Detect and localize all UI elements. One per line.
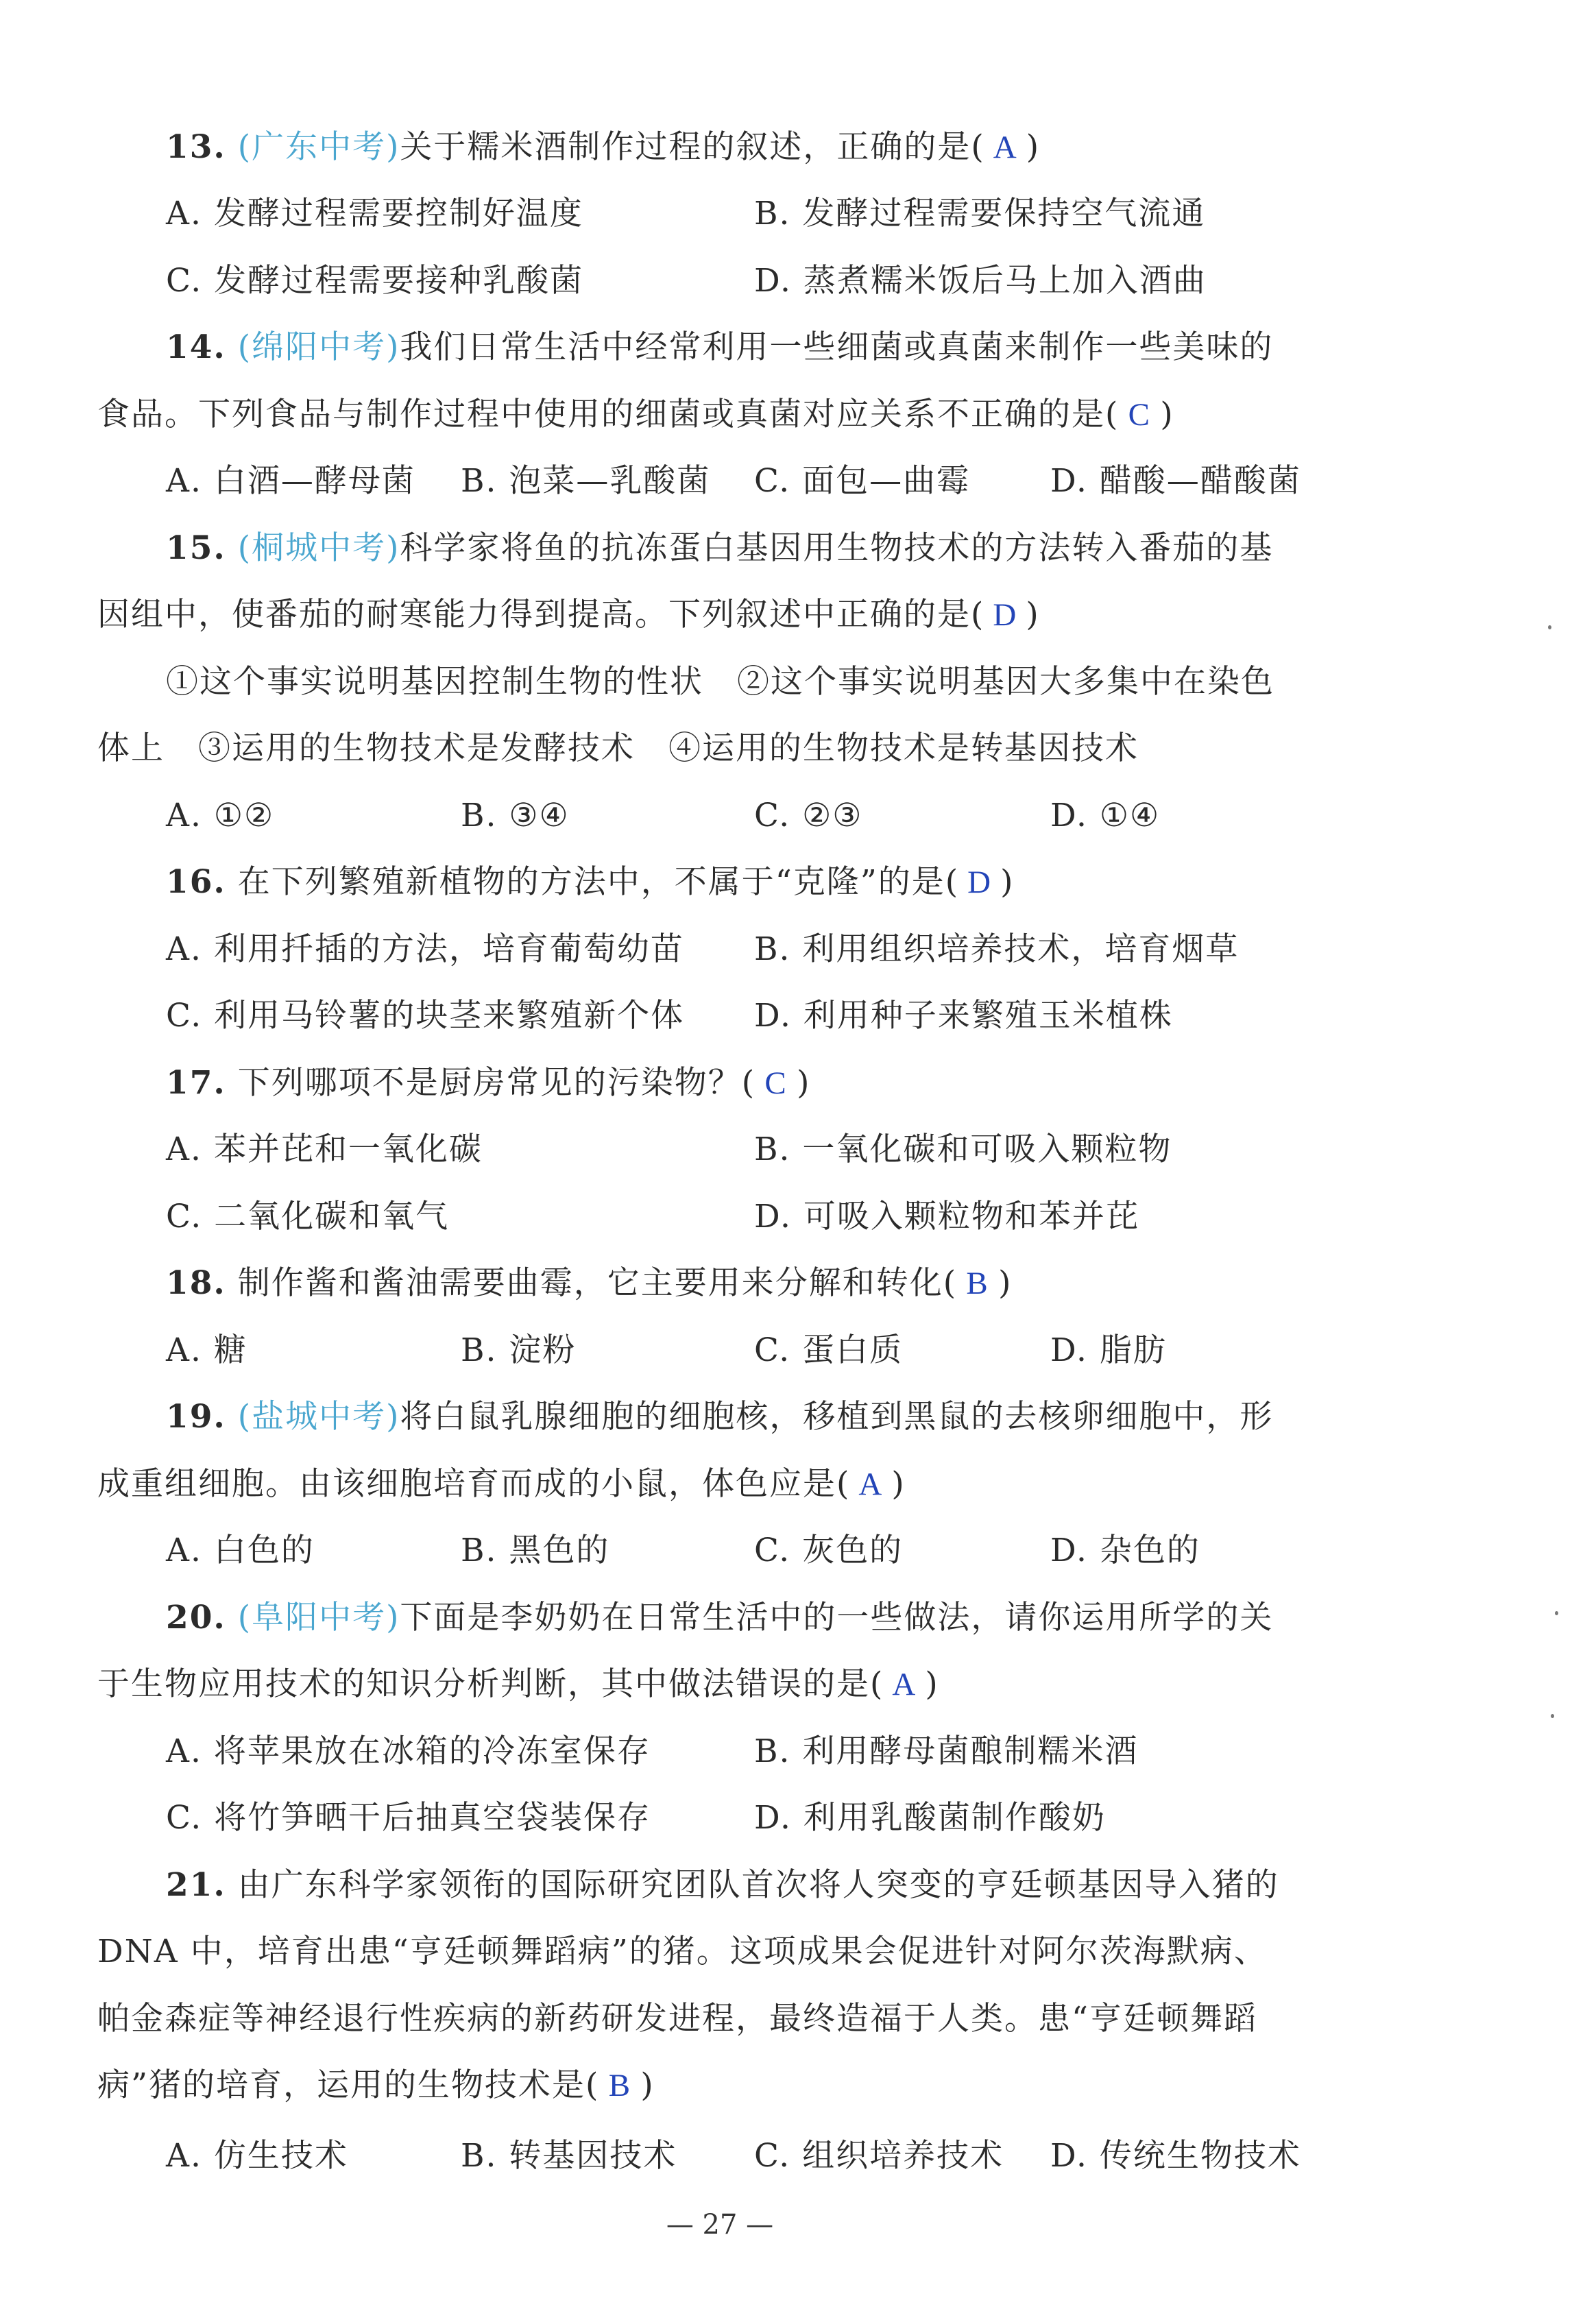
- question-number: 21.: [166, 1866, 226, 1904]
- bracket-close: ): [1000, 863, 1015, 901]
- option-c: C. 灰色的: [754, 1532, 904, 1569]
- option-d: D. 利用乳酸菌制作酸奶: [754, 1799, 1106, 1837]
- scan-speck: [1548, 625, 1551, 629]
- answer-mark: B: [966, 1266, 989, 1301]
- exam-source: (广东中考): [237, 128, 400, 166]
- question-text: 下列哪项不是厨房常见的污染物？(: [237, 1064, 756, 1102]
- question-21-stem-cont: DNA 中，培育出患“亨廷顿舞蹈病”的猪。这项成果会促进针对阿尔茨海默病、: [97, 1933, 1268, 1970]
- option-d: D. 脂肪: [1050, 1331, 1167, 1369]
- option-b: B. ③④: [461, 797, 570, 834]
- question-text: 由广东科学家领衔的国际研究团队首次将人突变的亨廷顿基因导入猪的: [237, 1866, 1279, 1904]
- question-text: 食品。下列食品与制作过程中使用的细菌或真菌对应关系不正确的是(: [97, 396, 1120, 433]
- option-b: B. 利用酵母菌酿制糯米酒: [754, 1732, 1139, 1770]
- option-c: C. 发酵过程需要接种乳酸菌: [166, 262, 584, 300]
- question-text: 下面是李奶奶在日常生活中的一些做法，请你运用所学的关: [400, 1599, 1274, 1636]
- bracket-close: ): [1026, 596, 1040, 633]
- question-number: 15.: [166, 529, 226, 567]
- option-c: C. 二氧化碳和氧气: [166, 1198, 450, 1235]
- option-b: B. 利用组织培养技术，培育烟草: [754, 930, 1240, 968]
- option-a: A. 利用扦插的方法，培育葡萄幼苗: [166, 930, 684, 968]
- option-d: D. 传统生物技术: [1050, 2137, 1301, 2175]
- statements-line-1: ①这个事实说明基因控制生物的性状 ②这个事实说明基因大多集中在染色: [166, 663, 1274, 701]
- option-a: A. 白色的: [166, 1532, 315, 1569]
- question-20-stem-cont: [97, 1660, 939, 1708]
- question-text: 在下列繁殖新植物的方法中，不属于“克隆”的是(: [237, 863, 960, 901]
- question-text: 因组中，使番茄的耐寒能力得到提高。下列叙述中正确的是(: [97, 596, 985, 633]
- bracket-close: ): [797, 1064, 811, 1102]
- question-13-stem: [166, 123, 1040, 171]
- answer-mark: D: [993, 597, 1018, 633]
- question-15-stem-cont: [97, 591, 1040, 639]
- question-17-stem: [166, 1059, 810, 1107]
- option-a: A. 仿生技术: [166, 2137, 348, 2175]
- option-d: D. 蒸煮糯米饭后马上加入酒曲: [754, 262, 1207, 300]
- option-d: D. 醋酸—醋酸菌: [1050, 462, 1301, 500]
- option-d: D. 杂色的: [1050, 1532, 1200, 1569]
- bracket-close: ): [998, 1264, 1013, 1302]
- question-21-stem-cont: 帕金森症等神经退行性疾病的新药研发进程，最终造福于人类。患“亨廷顿舞蹈: [97, 2000, 1258, 2038]
- question-text: 于生物应用技术的知识分析判断，其中做法错误的是(: [97, 1665, 884, 1703]
- statements-line-2: 体上 ③运用的生物技术是发酵技术 ④运用的生物技术是转基因技术: [97, 729, 1139, 767]
- bracket-close: ): [640, 2066, 655, 2104]
- option-b: B. 转基因技术: [461, 2137, 677, 2175]
- question-number: 20.: [166, 1599, 226, 1636]
- question-number: 18.: [166, 1264, 226, 1302]
- option-a: A. 发酵过程需要控制好温度: [166, 195, 583, 232]
- page-number: — 27 —: [666, 2209, 774, 2240]
- option-c: C. ②③: [754, 797, 863, 834]
- question-19-stem-cont: [97, 1460, 906, 1508]
- option-c: C. 利用马铃薯的块茎来繁殖新个体: [166, 997, 685, 1035]
- question-number: 17.: [166, 1064, 226, 1102]
- option-a: A. 糖: [166, 1331, 247, 1369]
- answer-mark: C: [764, 1065, 788, 1101]
- exam-source: (阜阳中考): [237, 1599, 400, 1636]
- scan-speck: [1555, 1611, 1558, 1615]
- question-15-stem: [166, 524, 1273, 572]
- question-number: 14.: [166, 328, 226, 366]
- scan-speck: [1551, 1714, 1554, 1718]
- question-number: 19.: [166, 1398, 226, 1436]
- question-text: 关于糯米酒制作过程的叙述，正确的是(: [400, 128, 985, 166]
- question-number: 13.: [166, 128, 226, 166]
- question-text: 将白鼠乳腺细胞的细胞核，移植到黑鼠的去核卵细胞中，形: [400, 1398, 1274, 1436]
- option-d: D. 利用种子来繁殖玉米植株: [754, 997, 1173, 1035]
- option-d: D. 可吸入颗粒物和苯并芘: [754, 1198, 1139, 1235]
- question-18-stem: [166, 1259, 1012, 1307]
- answer-mark: B: [608, 2068, 632, 2103]
- question-text: 病”猪的培育，运用的生物技术是(: [97, 2066, 600, 2104]
- answer-mark: C: [1128, 397, 1152, 433]
- option-c: C. 组织培养技术: [754, 2137, 1004, 2175]
- bracket-close: ): [925, 1665, 939, 1703]
- option-c: C. 蛋白质: [754, 1331, 904, 1369]
- question-text: 我们日常生活中经常利用一些细菌或真菌来制作一些美味的: [400, 328, 1274, 366]
- question-21-stem-cont: [97, 2062, 655, 2110]
- option-c: C. 将竹笋晒干后抽真空袋装保存: [166, 1799, 651, 1837]
- option-c: C. 面包—曲霉: [754, 462, 971, 500]
- question-14-stem-cont: [97, 391, 1174, 439]
- answer-mark: A: [892, 1667, 917, 1702]
- question-19-stem: [166, 1393, 1273, 1441]
- question-16-stem: [166, 858, 1014, 906]
- answer-mark: D: [967, 865, 993, 900]
- bracket-close: ): [891, 1465, 906, 1503]
- exam-source: (桐城中考): [237, 529, 400, 567]
- option-b: B. 发酵过程需要保持空气流通: [754, 195, 1206, 232]
- question-text: 成重组细胞。由该细胞培育而成的小鼠，体色应是(: [97, 1465, 851, 1503]
- option-b: B. 泡菜—乳酸菌: [461, 462, 711, 500]
- option-a: A. ①②: [166, 797, 275, 834]
- option-a: A. 苯并芘和一氧化碳: [166, 1131, 483, 1168]
- question-text: 科学家将鱼的抗冻蛋白基因用生物技术的方法转入番茄的基: [400, 529, 1274, 567]
- question-14-stem: [166, 324, 1273, 372]
- bracket-close: ): [1026, 128, 1041, 166]
- question-20-stem: [166, 1594, 1273, 1642]
- question-number: 16.: [166, 863, 226, 901]
- answer-mark: A: [993, 130, 1018, 165]
- option-b: B. 淀粉: [461, 1331, 577, 1369]
- option-d: D. ①④: [1050, 797, 1161, 834]
- option-a: A. 将苹果放在冰箱的冷冻室保存: [166, 1732, 651, 1770]
- bracket-close: ): [1160, 396, 1174, 433]
- exam-source: (绵阳中考): [237, 328, 400, 366]
- option-a: A. 白酒—酵母菌: [166, 462, 415, 500]
- exam-source: (盐城中考): [237, 1398, 400, 1436]
- question-text: 制作酱和酱油需要曲霉，它主要用来分解和转化(: [237, 1264, 958, 1302]
- option-b: B. 一氧化碳和可吸入颗粒物: [754, 1131, 1172, 1168]
- answer-mark: A: [858, 1466, 884, 1502]
- question-21-stem: [166, 1861, 1279, 1909]
- option-b: B. 黑色的: [461, 1532, 610, 1569]
